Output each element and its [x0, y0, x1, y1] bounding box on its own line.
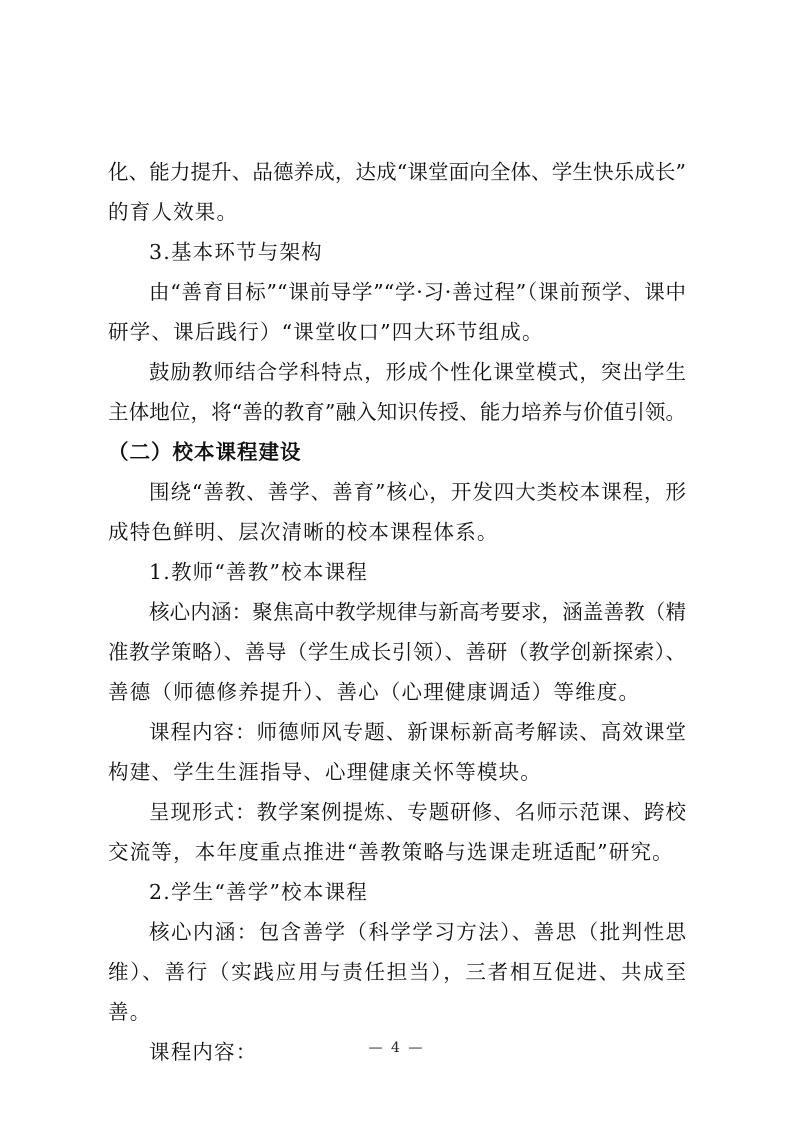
subsection-heading: 3.基本环节与架构 [149, 240, 323, 264]
paragraph-line: 善。 [108, 1000, 152, 1024]
page-number: — 4 — [368, 1040, 425, 1056]
paragraph-line: 交流等，本年度重点推进“善教策略与选课走班适配”研究。 [108, 840, 674, 864]
section-heading: （二）校本课程建设 [108, 440, 302, 464]
paragraph-line: 善德（师德修养提升）、善心（心理健康调适）等维度。 [108, 680, 641, 704]
paragraph-line: 呈现形式：教学案例提炼、专题研修、名师示范课、跨校 [149, 800, 686, 824]
paragraph-line: 研学、课后践行）“课堂收口”四大环节组成。 [108, 320, 544, 344]
paragraph-line: 课程内容：师德师风专题、新课标新高考解读、高效课堂 [149, 720, 686, 744]
paragraph-line: 核心内涵：包含善学（科学学习方法）、善思（批判性思 [149, 920, 686, 944]
paragraph-line: 成特色鲜明、层次清晰的校本课程体系。 [108, 520, 499, 544]
paragraph-line: 的育人效果。 [108, 200, 239, 224]
paragraph-line: 核心内涵：聚焦高中教学规律与新高考要求，涵盖善教（精 [149, 600, 686, 624]
paragraph-line: 鼓励教师结合学科特点，形成个性化课堂模式，突出学生 [149, 360, 686, 384]
paragraph-line: 准教学策略）、善导（学生成长引领）、善研（教学创新探索）、 [108, 640, 686, 664]
subsection-heading: 2.学生“善学”校本课程 [149, 880, 368, 904]
body-text [108, 152, 686, 1072]
paragraph-line: 主体地位，将“善的教育”融入知识传授、能力培养与价值引领。 [108, 400, 686, 424]
paragraph-line: 由“善育目标”“课前导学”“学·习·善过程”（课前预学、课中 [149, 280, 686, 304]
subsection-heading: 1.教师“善教”校本课程 [149, 560, 368, 584]
paragraph-line: 围绕“善教、善学、善育”核心，开发四大类校本课程，形 [149, 480, 686, 504]
paragraph-line: 化、能力提升、品德养成，达成“课堂面向全体、学生快乐成长” [108, 160, 686, 184]
paragraph-line: 课程内容： [149, 1040, 258, 1064]
paragraph-line: 维）、善行（实践应用与责任担当），三者相互促进、共成至 [108, 960, 686, 984]
paragraph-line: 构建、学生生涯指导、心理健康关怀等模块。 [108, 760, 542, 784]
